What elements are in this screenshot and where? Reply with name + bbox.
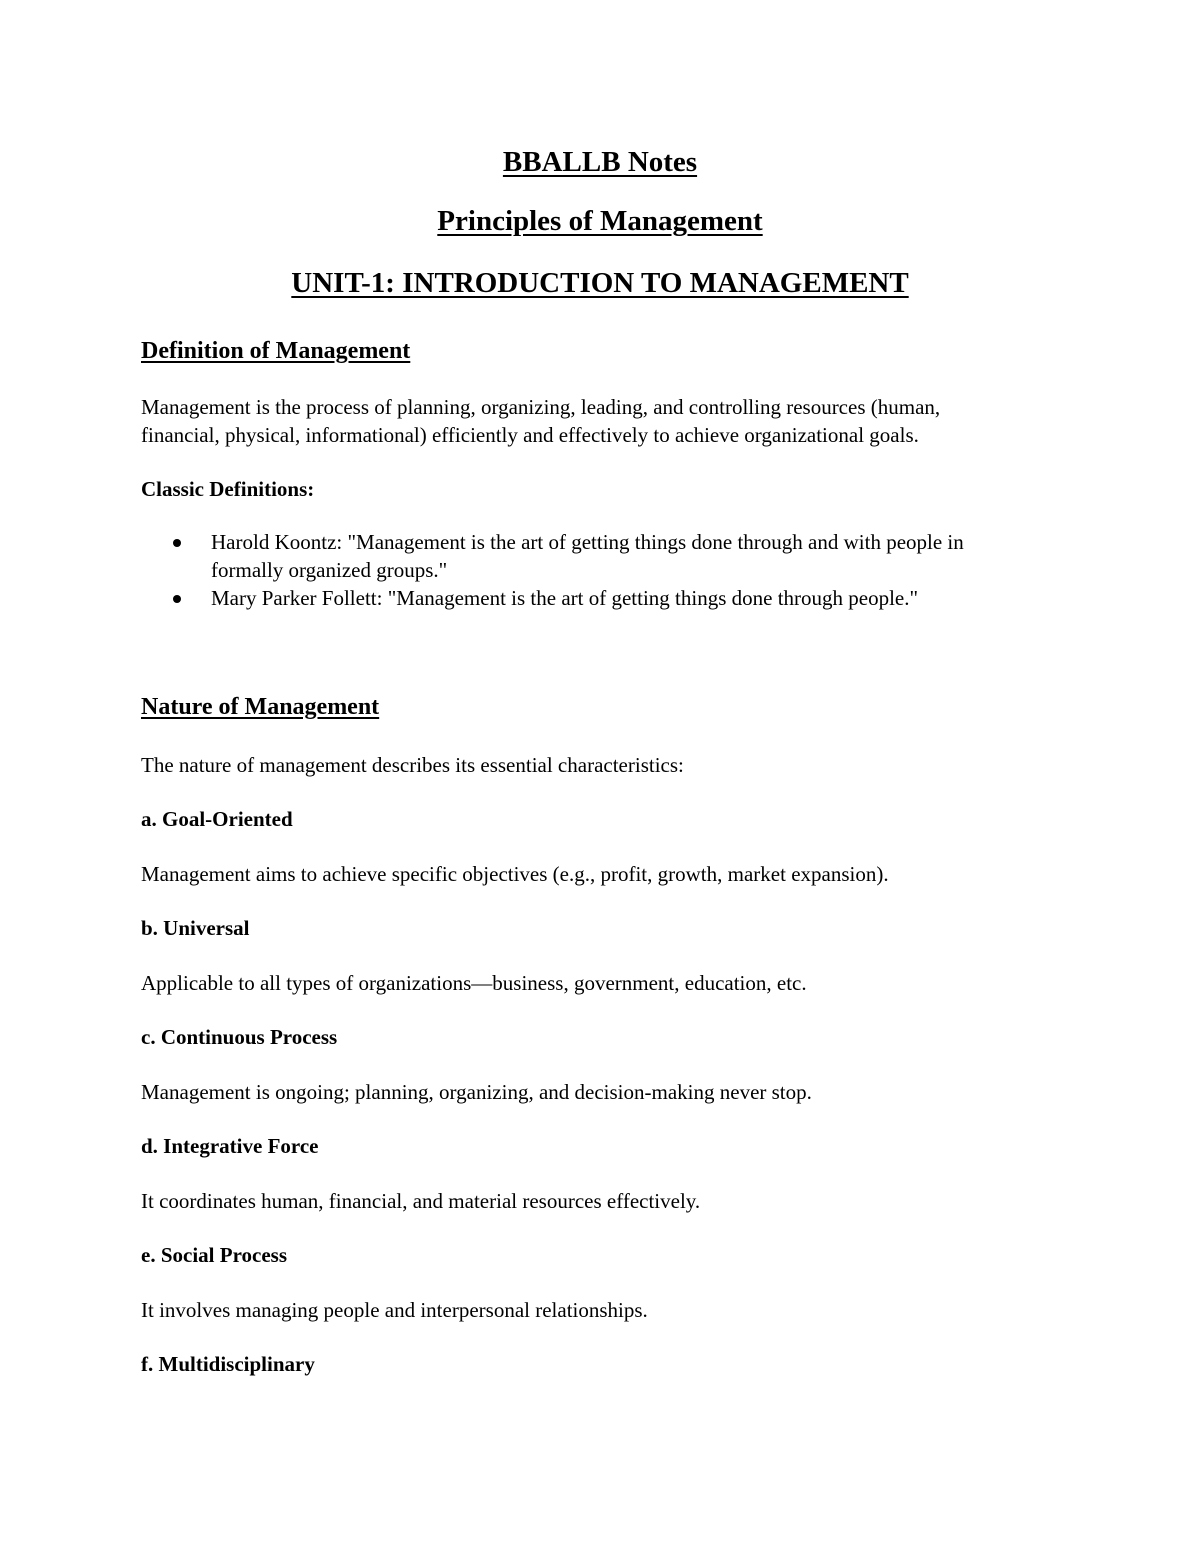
nature-item-label: a. Goal-Oriented [141,807,293,831]
nature-heading: Nature of Management [141,694,380,720]
classic-definitions-label: Classic Definitions: [141,477,315,501]
list-item-line: Harold Koontz: "Management is the art of getting things done through and with people in [211,530,964,554]
nature-item-label: c. Continuous Process [141,1025,338,1049]
nature-item-text: It involves managing people and interpersonal relationships. [141,1298,648,1322]
bullet-icon [173,595,181,603]
list-item-line: formally organized groups." [211,558,448,582]
classic-definitions-list [141,528,1101,612]
nature-item-label: d. Integrative Force [141,1134,319,1158]
nature-item-text: It coordinates human, financial, and material resources effectively. [141,1189,701,1213]
bullet-icon [173,539,181,547]
list-item-line: Mary Parker Follett: "Management is the art of getting things done through people." [211,586,919,610]
list-item [141,528,1101,584]
definition-paragraph-line-1: Management is the process of planning, organizing, leading, and controlling resources (human, [141,395,941,419]
nature-item-text: Management is ongoing; planning, organizing, and decision-making never stop. [141,1080,812,1104]
nature-item-text: Management aims to achieve specific objectives (e.g., profit, growth, market expansion). [141,862,889,886]
nature-item-label: b. Universal [141,916,250,940]
nature-item-text: Applicable to all types of organizations—business, government, education, etc. [141,971,807,995]
definition-paragraph-line-2: financial, physical, informational) efficiently and effectively to achieve organizational goals. [141,423,919,447]
document-title: BBALLB Notes [502,146,698,178]
nature-item-label: f. Multidisciplinary [141,1352,315,1376]
list-item [141,584,1101,612]
nature-intro: The nature of management describes its essential characteristics: [141,753,684,777]
subject-title: Principles of Management [437,205,763,237]
unit-title: UNIT-1: INTRODUCTION TO MANAGEMENT [291,267,909,299]
nature-item-label: e. Social Process [141,1243,287,1267]
definition-heading: Definition of Management [141,338,411,364]
